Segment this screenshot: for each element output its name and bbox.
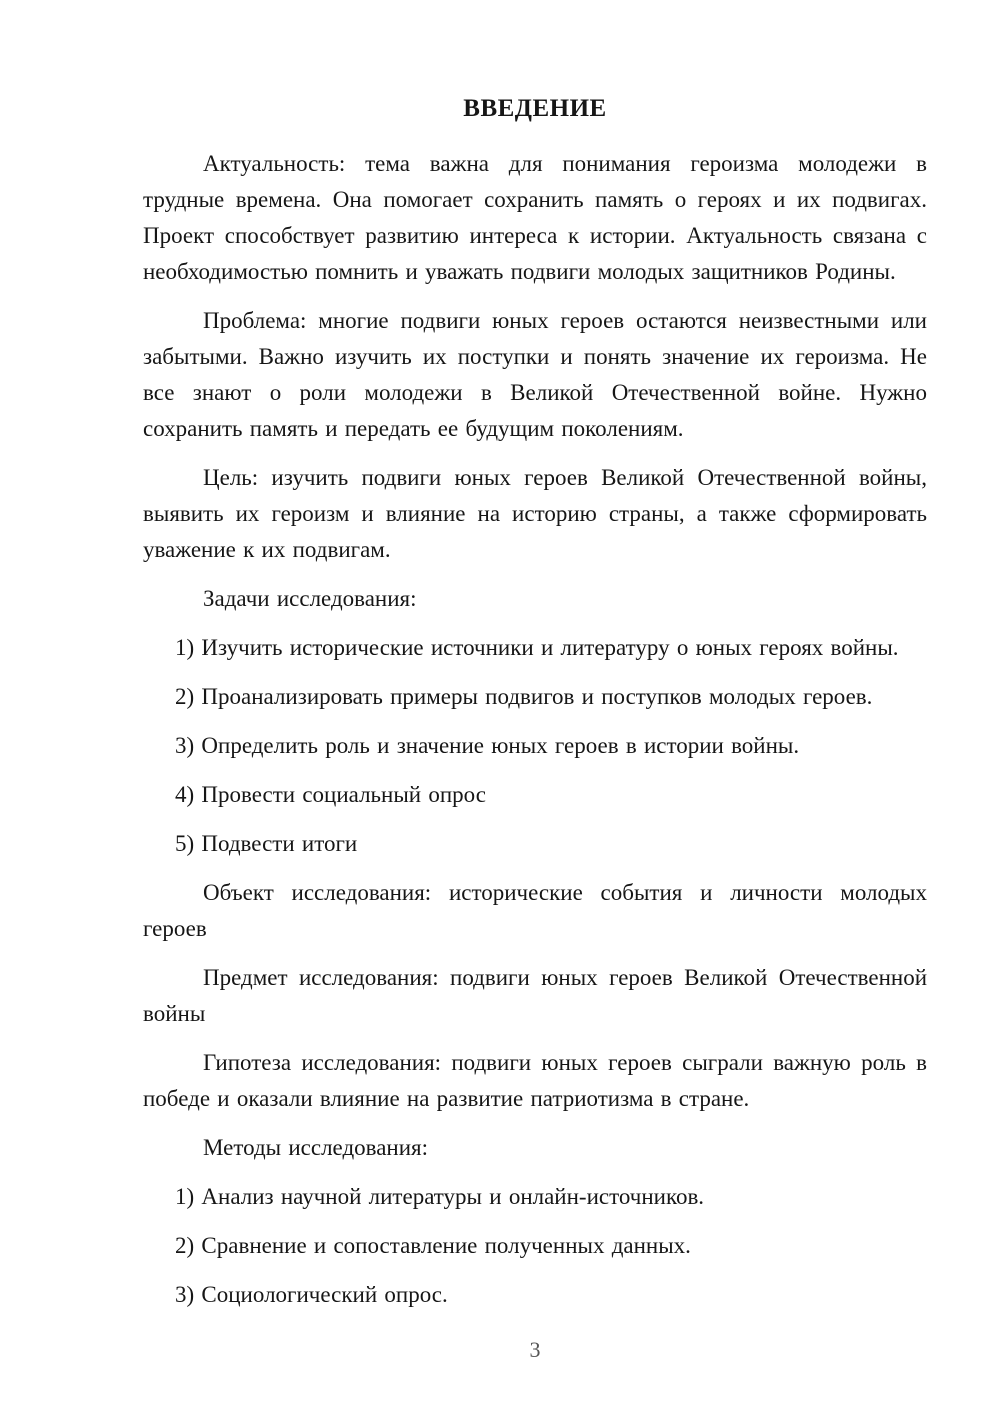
list-item-task-4: 4) Провести социальный опрос — [175, 782, 486, 807]
paragraph-object: Объект исследования: исторические события и личности молодых героев — [143, 880, 927, 941]
page-number: 3 — [529, 1337, 541, 1362]
paragraph-methods-lead: Методы исследования: — [203, 1135, 429, 1160]
paragraph-goal: Цель: изучить подвиги юных героев Великой Отечественной войны, выявить их героизм и влияние на историю страны, а также сформировать уважение к их подвигам. — [143, 465, 927, 562]
list-item-method-2: 2) Сравнение и сопоставление полученных данных. — [175, 1233, 691, 1258]
paragraph-problem: Проблема: многие подвиги юных героев остаются неизвестными или забытыми. Важно изучить их поступки и понять значение их героизма. Не все знают о роли молодежи в Великой Отечественной войне. Нужно сохранить память и передать ее будущим поколениям. — [143, 308, 927, 441]
page-title: ВВЕДЕНИЕ — [463, 95, 607, 122]
paragraph-tasks-lead: Задачи исследования: — [203, 586, 417, 611]
list-item-task-5: 5) Подвести итоги — [175, 831, 358, 856]
paragraph-subject: Предмет исследования: подвиги юных героев Великой Отечественной войны — [143, 965, 927, 1026]
list-item-task-1: 1) Изучить исторические источники и литературу о юных героях войны. — [175, 635, 899, 660]
list-item-method-1: 1) Анализ научной литературы и онлайн-источников. — [175, 1184, 705, 1209]
paragraph-relevance: Актуальность: тема важна для понимания героизма молодежи в трудные времена. Она помогает сохранить память о героях и их подвигах. Проект способствует развитию интереса к истории. Актуальность связана с необходимостью помнить и уважать подвиги молодых защитников Родины. — [143, 151, 927, 284]
list-item-task-2: 2) Проанализировать примеры подвигов и поступков молодых героев. — [175, 684, 873, 709]
paragraph-hypothesis: Гипотеза исследования: подвиги юных героев сыграли важную роль в победе и оказали влияние на развитие патриотизма в стране. — [143, 1050, 927, 1111]
list-item-method-3: 3) Социологический опрос. — [175, 1282, 448, 1307]
list-item-task-3: 3) Определить роль и значение юных героев в истории войны. — [175, 733, 800, 758]
